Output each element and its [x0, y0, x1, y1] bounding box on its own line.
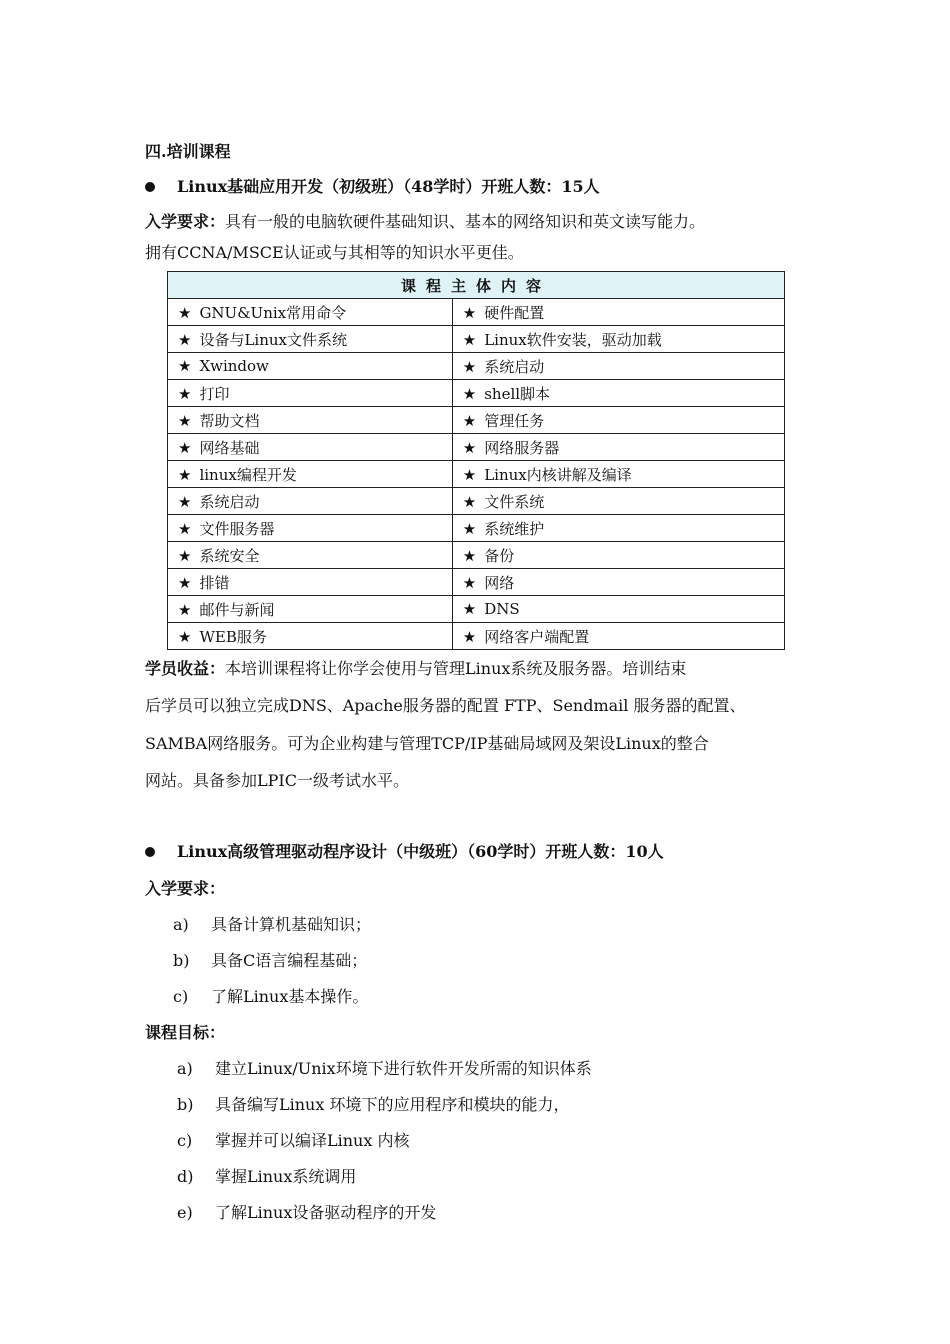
cell-text: WEB服务	[199, 627, 267, 646]
list-item: a) 具备计算机基础知识；	[173, 915, 372, 934]
cell-text: 排错	[199, 573, 230, 592]
cell-text: Linux软件安装，驱动加载	[484, 330, 662, 349]
cell-text: 帮助文档	[199, 411, 260, 430]
star-icon: ★	[462, 573, 477, 592]
star-icon: ★	[462, 357, 477, 376]
cell-text: DNS	[484, 600, 520, 618]
table-cell	[452, 515, 784, 542]
table-cell	[452, 299, 784, 326]
list-item: b) 具备编写Linux 环境下的应用程序和模块的能力，	[177, 1095, 570, 1114]
star-icon: ★	[462, 546, 477, 565]
table-cell	[452, 569, 784, 596]
course1-requirements	[145, 209, 705, 232]
star-icon: ★	[178, 357, 192, 375]
course1-req-label: 入学要求：	[145, 212, 226, 231]
table-row	[168, 353, 785, 380]
cell-text: 备份	[484, 546, 515, 565]
table-row	[168, 407, 785, 434]
cell-text: 网络客户端配置	[484, 627, 590, 646]
table-cell	[452, 326, 784, 353]
cell-text: Linux内核讲解及编译	[484, 465, 632, 484]
table-cell	[452, 353, 784, 380]
course1-benefit	[145, 656, 686, 679]
cell-text: shell脚本	[484, 384, 551, 403]
table-row	[168, 461, 785, 488]
star-icon: ★	[178, 573, 192, 592]
star-icon: ★	[178, 627, 192, 646]
table-cell	[452, 407, 784, 434]
cell-text: Xwindow	[199, 357, 269, 375]
star-icon: ★	[178, 411, 192, 430]
table-row	[168, 326, 785, 353]
star-icon: ★	[462, 519, 477, 538]
cell-text: 系统启动	[484, 357, 545, 376]
cell-text: linux编程开发	[199, 465, 297, 484]
course2-heading-text: Linux高级管理驱动程序设计（中级班）（60学时）开班人数：10人	[177, 842, 664, 861]
star-icon: ★	[462, 465, 477, 484]
star-icon: ★	[178, 492, 192, 511]
star-icon: ★	[178, 519, 192, 538]
star-icon: ★	[462, 627, 477, 646]
table-cell	[452, 542, 784, 569]
course2-req-label: 入学要求：	[145, 879, 226, 898]
table-cell	[168, 353, 453, 380]
cell-text: 文件服务器	[199, 519, 275, 538]
list-item: c) 了解Linux基本操作。	[173, 987, 369, 1006]
star-icon: ★	[462, 438, 477, 457]
table-row	[168, 596, 785, 623]
course1-heading	[145, 174, 600, 197]
table-row	[168, 569, 785, 596]
star-icon: ★	[462, 330, 477, 349]
cell-text: 管理任务	[484, 411, 545, 430]
star-icon: ★	[462, 411, 477, 430]
course-content-table	[167, 271, 785, 650]
cell-text: 网络基础	[199, 438, 260, 457]
star-icon: ★	[178, 600, 192, 619]
star-icon: ★	[178, 330, 192, 349]
table-row	[168, 434, 785, 461]
course1-benefit-2: 后学员可以独立完成DNS、Apache服务器的配置 FTP、Sendmail 服务器的配置、	[145, 696, 746, 715]
list-item: c) 掌握并可以编译Linux 内核	[177, 1131, 410, 1150]
course1-benefit-3: SAMBA网络服务。可为企业构建与管理TCP/IP基础局域网及架设Linux的整合	[145, 734, 709, 753]
table-cell	[168, 488, 453, 515]
cell-text: 系统启动	[199, 492, 260, 511]
course1-req-text-2: 拥有CCNA/MSCE认证或与其相等的知识水平更佳。	[145, 243, 524, 262]
table-cell	[168, 461, 453, 488]
cell-text: 硬件配置	[484, 303, 545, 322]
table-row	[168, 515, 785, 542]
table-cell	[168, 434, 453, 461]
star-icon: ★	[178, 438, 192, 457]
cell-text: 网络服务器	[484, 438, 560, 457]
cell-text: 文件系统	[484, 492, 545, 511]
list-item: e) 了解Linux设备驱动程序的开发	[177, 1203, 437, 1222]
table-cell	[452, 488, 784, 515]
table-cell	[452, 623, 784, 650]
cell-text: 系统安全	[199, 546, 260, 565]
cell-text: 打印	[199, 384, 230, 403]
table-cell	[452, 380, 784, 407]
table-cell	[168, 596, 453, 623]
table-cell	[168, 569, 453, 596]
course1-heading-text: Linux基础应用开发（初级班）（48学时）开班人数：15人	[177, 177, 600, 196]
cell-text: 邮件与新闻	[199, 600, 275, 619]
table-cell	[452, 596, 784, 623]
list-item: d) 掌握Linux系统调用	[177, 1167, 357, 1186]
star-icon: ★	[178, 303, 192, 322]
table-cell	[452, 461, 784, 488]
table-row	[168, 623, 785, 650]
table-cell	[168, 380, 453, 407]
star-icon: ★	[462, 600, 477, 618]
table-body	[168, 299, 785, 650]
table-cell	[168, 407, 453, 434]
cell-text: 设备与Linux文件系统	[199, 330, 347, 349]
course1-benefit-label: 学员收益：	[145, 659, 226, 678]
table-cell	[452, 434, 784, 461]
table-cell	[168, 623, 453, 650]
cell-text: 系统维护	[484, 519, 545, 538]
star-icon: ★	[462, 303, 477, 322]
course1-req-text: 具有一般的电脑软硬件基础知识、基本的网络知识和英文读写能力。	[225, 212, 706, 231]
list-item: a) 建立Linux/Unix环境下进行软件开发所需的知识体系	[177, 1059, 592, 1078]
table-row	[168, 542, 785, 569]
star-icon: ★	[178, 465, 192, 484]
course1-benefit-4: 网站。具备参加LPIC一级考试水平。	[145, 771, 409, 790]
section-title: 四.培训课程	[145, 142, 231, 161]
star-icon: ★	[178, 384, 192, 403]
course1-benefit-text: 本培训课程将让你学会使用与管理Linux系统及服务器。培训结束	[225, 659, 687, 678]
table-cell	[168, 326, 453, 353]
table-header: 课程主体内容	[168, 272, 785, 299]
course2-goal-label: 课程目标：	[145, 1023, 226, 1042]
table-cell	[168, 515, 453, 542]
table-row	[168, 488, 785, 515]
star-icon: ★	[178, 546, 192, 565]
table-cell	[168, 542, 453, 569]
bullet-icon	[145, 847, 155, 857]
star-icon: ★	[462, 492, 477, 511]
table-row	[168, 299, 785, 326]
bullet-icon	[145, 182, 155, 192]
table-cell	[168, 299, 453, 326]
star-icon: ★	[462, 384, 477, 403]
cell-text: GNU&Unix常用命令	[199, 303, 347, 322]
list-item: b) 具备C语言编程基础；	[173, 951, 368, 970]
cell-text: 网络	[484, 573, 515, 592]
table-row	[168, 380, 785, 407]
course2-heading	[145, 839, 664, 862]
